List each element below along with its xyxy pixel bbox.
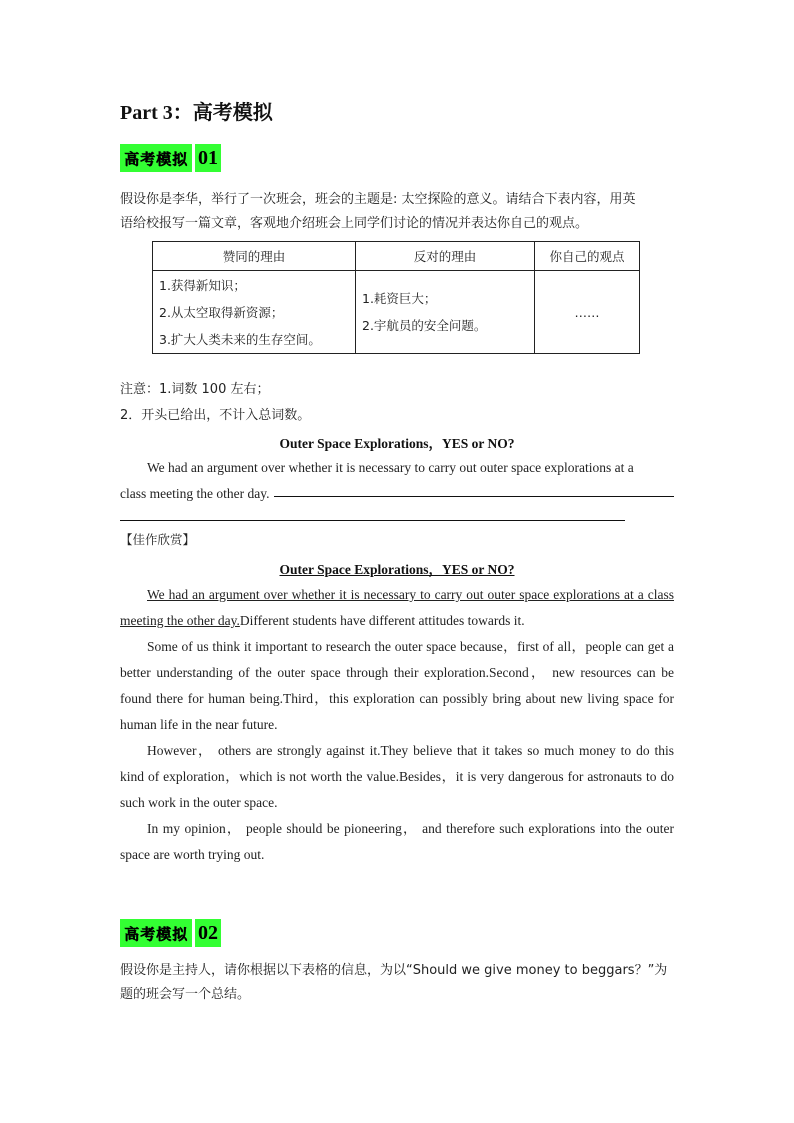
badge-number: 02 <box>195 919 221 947</box>
section-badge-01 <box>120 144 221 172</box>
prompt-line: 假设你是主持人，请你根据以下表格的信息，为以“Should we give money to beggars？”为 <box>120 963 668 978</box>
reasons-table <box>152 241 640 354</box>
task-prompt-02 <box>120 959 674 1007</box>
paragraph-text: However， others are strongly against it.They believe that it takes so much money to do this kind of exploration，which is not worth the value.Besides，it is very dangerous for astronauts to do such work in the outer space. <box>120 743 674 810</box>
start-text: We had an argument over whether it is necessary to carry out outer space explorations at a <box>147 460 634 475</box>
start-text: class meeting the other day. <box>120 486 270 501</box>
header-agree: 赞同的理由 <box>153 242 356 271</box>
answer-line <box>120 520 625 521</box>
prompt-line: 题的班会写一个总结。 <box>120 987 251 1002</box>
sample-paragraph <box>120 634 674 738</box>
sample-essay <box>120 582 674 868</box>
prompt-line: 语给校报写一篇文章，客观地介绍班会上同学们讨论的情况并表达你自己的观点。 <box>120 216 589 231</box>
paragraph-text: Different students have different attitudes towards it. <box>239 613 525 628</box>
underlined-opening: We had an argument over whether it is necessary to carry out outer space explorations at a class meeting the other day. <box>120 587 674 628</box>
list-item: 1.获得新知识； <box>159 277 246 293</box>
task-prompt-01 <box>120 188 674 236</box>
answer-line <box>274 496 674 497</box>
agree-cell <box>153 271 356 354</box>
badge-number: 01 <box>195 144 221 172</box>
own-cell: …… <box>535 271 640 354</box>
header-own: 你自己的观点 <box>535 242 640 271</box>
list-item: 3.扩大人类未来的生存空间。 <box>159 331 321 347</box>
against-cell <box>356 271 535 354</box>
paragraph-text: Some of us think it important to research the outer space because，first of all，people can get a better understanding of the outer space through their exploration.Second， new resources can be found there for human being.Third，this exploration can possibly bring about new living space for human life in the near future. <box>120 639 674 732</box>
sample-paragraph <box>120 738 674 816</box>
essay-start <box>120 455 674 507</box>
list-item: 2.宇航员的安全问题。 <box>362 318 487 333</box>
note-line: 2．开头已给出，不计入总词数。 <box>120 408 311 423</box>
note-line: 注意：1.词数 100 左右； <box>120 382 270 397</box>
sample-paragraph <box>120 582 674 634</box>
part-title: Part 3：高考模拟 <box>120 102 273 124</box>
paragraph-text: In my opinion， people should be pioneering， and therefore such explorations into the outer space are worth trying out. <box>120 821 674 862</box>
sample-tag: 【佳作欣赏】 <box>120 532 196 547</box>
section-badge-02 <box>120 919 221 947</box>
list-item: 1.耗资巨大； <box>362 291 437 306</box>
sample-paragraph <box>120 816 674 868</box>
badge-label: 高考模拟 <box>120 144 192 172</box>
essay-title: Outer Space Explorations，YES or NO? <box>279 436 515 451</box>
header-against: 反对的理由 <box>356 242 535 271</box>
list-item: 2.从太空取得新资源； <box>159 304 284 320</box>
sample-title: Outer Space Explorations，YES or NO? <box>279 562 515 577</box>
badge-label: 高考模拟 <box>120 919 192 947</box>
prompt-line: 假设你是李华，举行了一次班会，班会的主题是: 太空探险的意义。请结合下表内容，用英 <box>120 192 636 207</box>
